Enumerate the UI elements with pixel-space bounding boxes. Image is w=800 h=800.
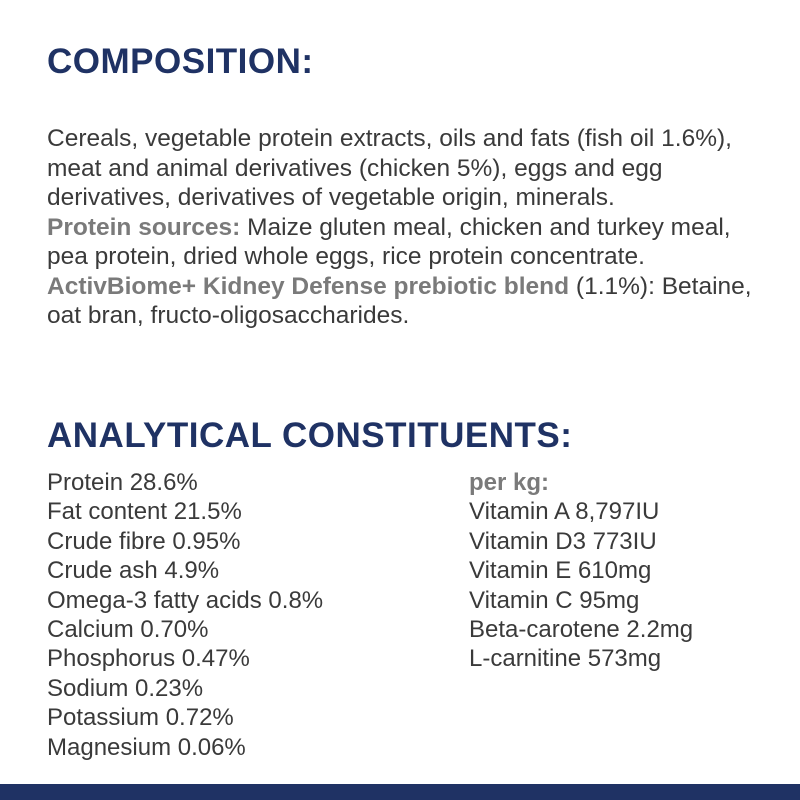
list-item: L-carnitine 573mg — [469, 645, 662, 673]
list-item: Vitamin D3 773IU — [469, 527, 657, 555]
list-item: Fat content 21.5% — [47, 498, 242, 526]
list-item: Protein 28.6% — [47, 469, 198, 496]
per-kg-label: per kg: — [469, 469, 550, 496]
list-item: Beta-carotene 2.2mg — [469, 616, 694, 644]
ingredients-paragraph: Cereals, vegetable protein extracts, oils and fats (fish oil 1.6%), meat and animal derivatives (chicken 5%), eggs and egg derivatives, derivatives of vegetable origin, minerals. — [47, 125, 732, 211]
protein-sources-paragraph — [47, 213, 777, 272]
composition-text — [47, 124, 777, 331]
list-item: Magnesium 0.06% — [47, 733, 246, 761]
analytical-left-list — [47, 468, 323, 762]
prebiotic-paragraph — [47, 272, 777, 331]
list-item: Crude fibre 0.95% — [47, 527, 241, 555]
analytical-heading: ANALYTICAL CONSTITUENTS: — [47, 416, 573, 455]
prebiotic-text: (1.1%): Betaine, oat bran, fructo-oligosaccharides. — [47, 272, 752, 329]
protein-sources-text: Maize gluten meal, chicken and turkey meal, pea protein, dried whole eggs, rice protein concentrate. — [47, 213, 731, 270]
list-item: Crude ash 4.9% — [47, 557, 220, 585]
list-item: Calcium 0.70% — [47, 616, 209, 644]
prebiotic-label: ActivBiome+ Kidney Defense prebiotic blend — [47, 272, 570, 300]
composition-heading: COMPOSITION: — [47, 42, 314, 81]
list-item: Sodium 0.23% — [47, 674, 204, 702]
list-item: Vitamin A 8,797IU — [469, 498, 660, 526]
list-item: Vitamin E 610mg — [469, 557, 652, 585]
list-item: Potassium 0.72% — [47, 704, 234, 732]
footer-bar — [0, 784, 800, 800]
list-item: Vitamin C 95mg — [469, 586, 640, 614]
list-item: Omega-3 fatty acids 0.8% — [47, 586, 324, 614]
list-item: Phosphorus 0.47% — [47, 645, 250, 673]
protein-sources-label: Protein sources: — [47, 213, 241, 241]
analytical-right-list — [469, 468, 693, 674]
